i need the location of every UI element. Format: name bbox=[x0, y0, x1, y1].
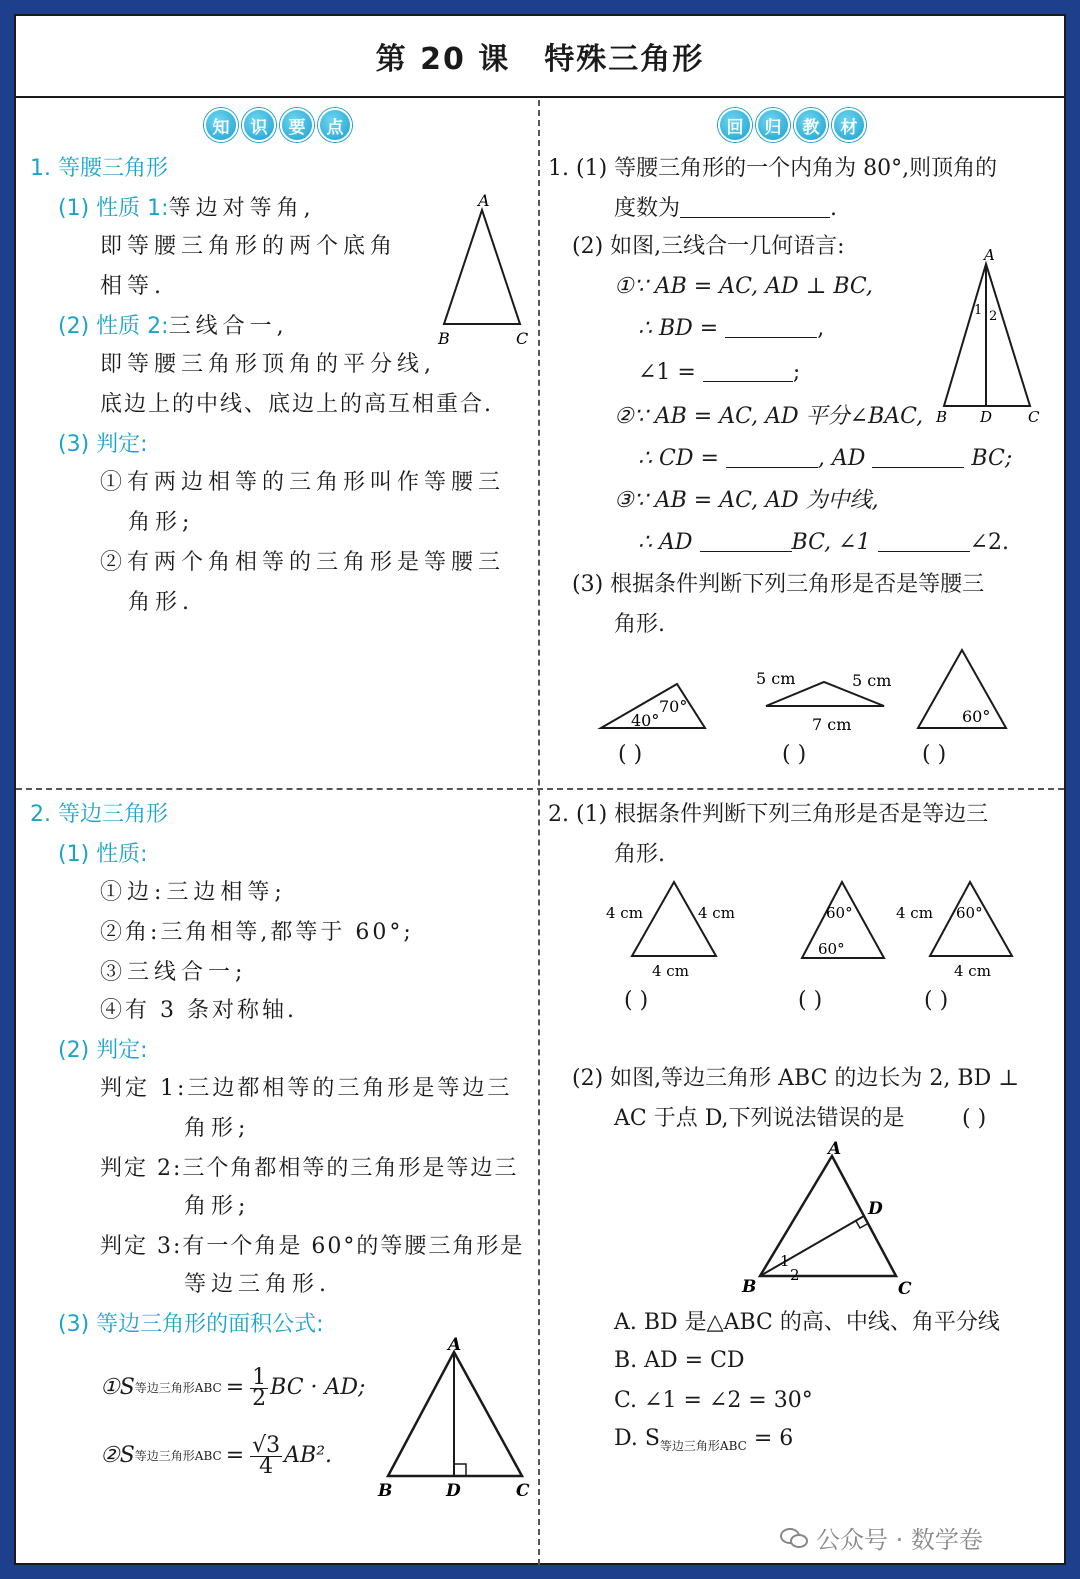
option-d-rest: = 6 bbox=[753, 1426, 794, 1451]
option-a[interactable]: A. BD 是△ABC 的高、中线、角平分线 bbox=[614, 1310, 1000, 1335]
q1-cond2a-mid: , AD bbox=[817, 446, 866, 471]
property-2 bbox=[58, 314, 289, 340]
section-heading-equilateral: 2. 等边三角形 bbox=[30, 802, 168, 827]
option-d-pre: D. S bbox=[614, 1426, 660, 1451]
formula-1-subscript: 等边三角形ABC bbox=[134, 1381, 222, 1395]
vertex-label-b: B bbox=[936, 408, 948, 426]
answer-paren[interactable]: ( ) bbox=[962, 1106, 987, 1131]
angle-40: 40° bbox=[631, 711, 660, 730]
row-divider bbox=[16, 788, 1064, 790]
q1-part3-line2: 角形. bbox=[614, 612, 665, 637]
property-item: ③三线合一; bbox=[100, 960, 248, 985]
angle-70: 70° bbox=[659, 697, 688, 716]
area-formula-1 bbox=[100, 1360, 365, 1416]
option-b[interactable]: B. AD = CD bbox=[614, 1348, 745, 1373]
judgement-3-line1: 判定 3:有一个角是 60°的等腰三角形是 bbox=[100, 1234, 525, 1259]
triangle-4-4-4 bbox=[606, 878, 746, 978]
vertex-label-b: B bbox=[438, 329, 450, 348]
q1-cond1a-end: , bbox=[817, 316, 825, 341]
badge-char: 回 bbox=[718, 108, 752, 142]
badge-char: 归 bbox=[756, 108, 790, 142]
option-d-subscript: 等边三角形ABC bbox=[659, 1439, 747, 1453]
angle-60-top: 60° bbox=[826, 904, 853, 922]
answer-paren[interactable]: ( ) bbox=[782, 742, 807, 767]
area-formula-2 bbox=[100, 1428, 332, 1484]
wechat-icon bbox=[780, 1526, 810, 1550]
angle-label-2: 2 bbox=[989, 309, 998, 324]
answer-blank[interactable] bbox=[726, 446, 818, 468]
badge-char: 识 bbox=[242, 108, 276, 142]
judgement-1-line2: 角形; bbox=[128, 510, 195, 535]
q1-cond1b-end: ; bbox=[792, 360, 801, 385]
property-2-line2: 即等腰三角形顶角的平分线, bbox=[100, 352, 436, 377]
property-item: ①边:三边相等; bbox=[100, 880, 287, 905]
badge-char: 材 bbox=[832, 108, 866, 142]
judgement-label: (2) 判定: bbox=[58, 1038, 148, 1063]
triangle-5-5-7 bbox=[756, 666, 906, 746]
triangle-4-60-4 bbox=[896, 878, 1036, 978]
vertex-label-b: B bbox=[378, 1481, 393, 1501]
triangle-60-60 bbox=[796, 876, 906, 976]
q1-part3-line1: (3) 根据条件判断下列三角形是否是等腰三 bbox=[572, 572, 985, 597]
side-5cm-left: 5 cm bbox=[756, 669, 796, 688]
formula-2-num: √3 bbox=[252, 1432, 281, 1458]
answer-blank[interactable] bbox=[680, 196, 830, 218]
badge-char: 点 bbox=[318, 108, 352, 142]
judgement-label: (3) 判定: bbox=[58, 432, 148, 457]
q1-cond2a-text: ∴ CD = bbox=[638, 446, 719, 471]
area-formula-label: (3) 等边三角形的面积公式: bbox=[58, 1312, 324, 1337]
vertex-label-c: C bbox=[516, 329, 529, 348]
vertex-label-a: A bbox=[448, 1335, 462, 1355]
judgement-1-line2: 角形; bbox=[184, 1116, 251, 1141]
q1-cond2: ②∵ AB = AC, AD 平分∠BAC, bbox=[614, 404, 924, 429]
vertex-label-c: C bbox=[1028, 408, 1040, 426]
side-4cm-bottom: 4 cm bbox=[954, 962, 991, 980]
q2-part2-line2: AC 于点 D,下列说法错误的是 bbox=[614, 1106, 905, 1131]
judgement-2-line1: ②有两个角相等的三角形是等腰三 bbox=[100, 550, 506, 575]
q1-part1-line2 bbox=[614, 196, 837, 222]
q1-part2-line: (2) 如图,三线合一几何语言: bbox=[572, 234, 845, 259]
q1-cond1a bbox=[638, 316, 824, 342]
vertex-label-d: D bbox=[446, 1481, 461, 1501]
q2-part1-line1: 2. (1) 根据条件判断下列三角形是否是等边三 bbox=[548, 802, 989, 827]
triangle-60 bbox=[916, 646, 1026, 736]
badge-char: 要 bbox=[280, 108, 314, 142]
vertex-label-a: A bbox=[828, 1139, 842, 1159]
side-4cm-left: 4 cm bbox=[896, 904, 933, 922]
segment-bd bbox=[760, 1216, 864, 1276]
judgement-3-line2: 等边三角形. bbox=[184, 1272, 331, 1297]
triangle-shape bbox=[444, 210, 520, 324]
badge-char: 知 bbox=[204, 108, 238, 142]
q1-part1-line2-text: 度数为 bbox=[614, 196, 681, 221]
answer-blank[interactable] bbox=[872, 446, 964, 468]
formula-1-eq: = bbox=[225, 1375, 245, 1400]
q1-cond3a bbox=[638, 530, 1009, 556]
judgement-2-line2: 角形. bbox=[128, 590, 194, 615]
formula-2-eq: = bbox=[225, 1443, 245, 1468]
lesson-number: 第 20 课 bbox=[375, 42, 511, 77]
answer-blank[interactable] bbox=[700, 530, 792, 552]
answer-paren[interactable]: ( ) bbox=[624, 988, 649, 1013]
answer-paren[interactable]: ( ) bbox=[618, 742, 643, 767]
lesson-name: 特殊三角形 bbox=[544, 42, 705, 77]
formula-1-den: 2 bbox=[252, 1385, 267, 1411]
formula-1-fraction bbox=[250, 1364, 268, 1411]
vertex-label-a: A bbox=[478, 191, 490, 210]
answer-paren[interactable]: ( ) bbox=[922, 742, 947, 767]
right-angle-mark bbox=[856, 1221, 867, 1228]
q1-cond3a-mid: BC, ∠1 bbox=[791, 530, 871, 555]
vertex-label-d: D bbox=[980, 408, 993, 426]
formula-2-s: ②S bbox=[100, 1443, 135, 1468]
isosceles-triangle-figure bbox=[436, 192, 536, 352]
page-title bbox=[16, 16, 1064, 98]
answer-paren[interactable]: ( ) bbox=[924, 988, 949, 1013]
side-4cm-right: 4 cm bbox=[698, 904, 735, 922]
property-2-text: 三线合一, bbox=[168, 314, 289, 339]
angle-60-top: 60° bbox=[956, 904, 983, 922]
property-1-text: 等边对等角, bbox=[168, 196, 316, 221]
answer-blank[interactable] bbox=[878, 530, 970, 552]
angle-60: 60° bbox=[962, 707, 991, 726]
q1-cond3a-end: ∠2. bbox=[969, 530, 1010, 555]
formula-2-fraction bbox=[250, 1432, 282, 1479]
vertex-label-c: C bbox=[898, 1279, 912, 1299]
formula-2-rest: AB². bbox=[284, 1443, 333, 1468]
angle-label-2: 2 bbox=[790, 1266, 800, 1284]
formula-2-subscript: 等边三角形ABC bbox=[134, 1449, 222, 1463]
angle-label-1: 1 bbox=[974, 303, 983, 318]
q1-cond3: ③∵ AB = AC, AD 为中线, bbox=[614, 488, 879, 513]
formula-1-s: ①S bbox=[100, 1375, 135, 1400]
answer-blank[interactable] bbox=[725, 316, 817, 338]
judgement-2-line1: 判定 2:三个角都相等的三角形是等边三 bbox=[100, 1156, 519, 1181]
q1-part1-line1: 1. (1) 等腰三角形的一个内角为 80°,则顶角的 bbox=[548, 156, 998, 181]
triangle-70-40 bbox=[601, 666, 721, 736]
q2-part2-line1: (2) 如图,等边三角形 ABC 的边长为 2, BD ⊥ bbox=[572, 1066, 1019, 1091]
side-4cm-left: 4 cm bbox=[606, 904, 643, 922]
formula-2-den: 4 bbox=[259, 1453, 274, 1479]
judgement-1-line1: 判定 1:三边都相等的三角形是等边三 bbox=[100, 1076, 513, 1101]
vertex-label-d: D bbox=[868, 1199, 883, 1219]
side-5cm-right: 5 cm bbox=[852, 671, 892, 690]
watermark bbox=[780, 1520, 983, 1555]
q1-cond2a bbox=[638, 446, 1012, 472]
section-heading-isosceles: 1. 等腰三角形 bbox=[30, 156, 168, 181]
side-7cm: 7 cm bbox=[812, 715, 852, 734]
watermark-text: 公众号 · 数学卷 bbox=[816, 1526, 983, 1554]
property-1-label: (1) 性质 1: bbox=[58, 196, 169, 221]
q2-part1-line2: 角形. bbox=[614, 842, 665, 867]
q1-part1-line2-end: . bbox=[830, 196, 838, 221]
judgement-1-line1: ①有两边相等的三角形叫作等腰三 bbox=[100, 470, 506, 495]
knowledge-points-badge bbox=[204, 108, 352, 142]
property-1-line2: 即等腰三角形的两个底角 bbox=[100, 234, 398, 259]
angle-60-left: 60° bbox=[818, 940, 845, 958]
side-4cm-bottom: 4 cm bbox=[652, 962, 689, 980]
option-c[interactable]: C. ∠1 = ∠2 = 30° bbox=[614, 1388, 813, 1413]
formula-1-rest: BC · AD; bbox=[270, 1375, 366, 1400]
badge-char: 教 bbox=[794, 108, 828, 142]
column-divider bbox=[538, 100, 540, 1565]
property-1 bbox=[58, 196, 316, 222]
property-item: ②角:三角相等,都等于 60°; bbox=[100, 920, 414, 945]
q1-cond1b-text: ∠1 = bbox=[638, 360, 696, 385]
property-1-line3: 相等. bbox=[100, 274, 166, 299]
q1-cond1a-text: ∴ BD = bbox=[638, 316, 719, 341]
vertex-label-b: B bbox=[742, 1277, 757, 1297]
q1-cond3a-text: ∴ AD bbox=[638, 530, 693, 555]
worksheet-page bbox=[14, 14, 1066, 1565]
right-angle-mark bbox=[454, 1464, 466, 1476]
angle-label-1: 1 bbox=[780, 1252, 790, 1270]
option-d[interactable] bbox=[614, 1426, 793, 1459]
vertex-label-c: C bbox=[516, 1481, 530, 1501]
property-item: ④有 3 条对称轴. bbox=[100, 998, 297, 1023]
q1-cond1: ①∵ AB = AC, AD ⊥ BC, bbox=[614, 274, 873, 299]
answer-blank[interactable] bbox=[703, 360, 793, 382]
properties-label: (1) 性质: bbox=[58, 842, 148, 867]
judgement-2-line2: 角形; bbox=[184, 1194, 251, 1219]
three-lines-figure bbox=[936, 248, 1056, 428]
formula-1-num: 1 bbox=[252, 1364, 267, 1390]
property-2-label: (2) 性质 2: bbox=[58, 314, 169, 339]
q1-cond1b bbox=[638, 360, 800, 386]
vertex-label-a: A bbox=[984, 246, 995, 264]
textbook-review-badge bbox=[718, 108, 866, 142]
equilateral-bd-figure bbox=[736, 1139, 936, 1302]
answer-paren[interactable]: ( ) bbox=[798, 988, 823, 1013]
property-2-line3: 底边上的中线、底边上的高互相重合. bbox=[100, 392, 493, 417]
equilateral-altitude-figure bbox=[376, 1335, 536, 1508]
q1-cond2a-end: BC; bbox=[971, 446, 1013, 471]
